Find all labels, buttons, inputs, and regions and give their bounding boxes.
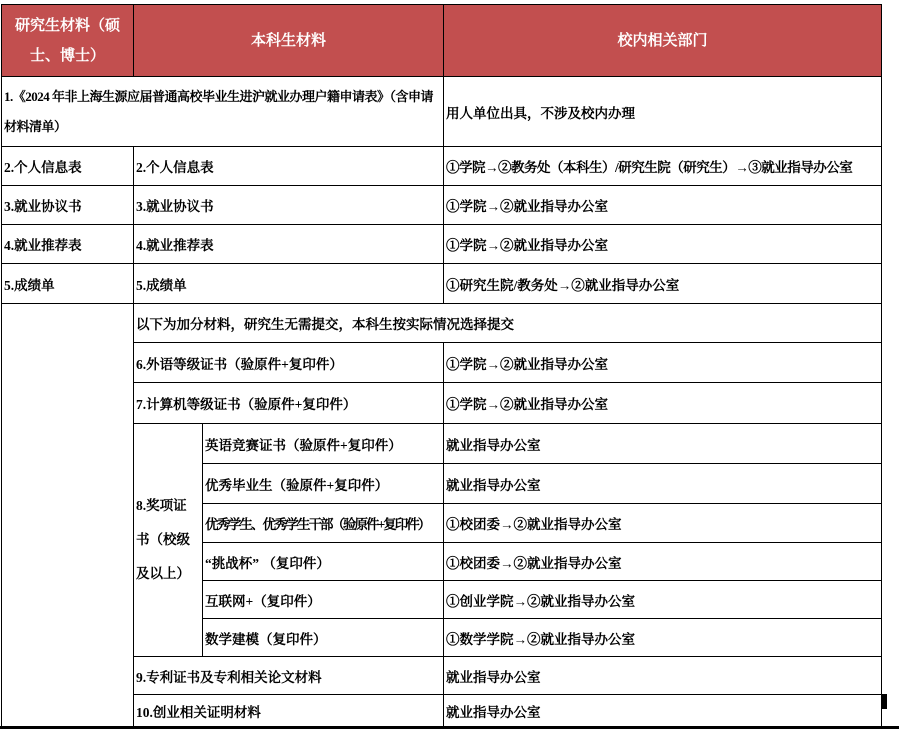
row7-undergrad-material: 7.计算机等级证书（验原件+复印件） <box>134 383 444 424</box>
bonus-note-row <box>2 304 882 343</box>
header-campus-departments: 校内相关部门 <box>444 5 882 77</box>
award-dept: 就业指导办公室 <box>444 424 882 464</box>
award-name: 数学建模（复印件） <box>203 619 444 657</box>
table-row <box>2 264 882 304</box>
table-bottom-border <box>0 726 899 729</box>
award-dept: ①创业学院→②就业指导办公室 <box>444 581 882 619</box>
table-row <box>2 343 882 383</box>
table-row <box>2 77 882 147</box>
materials-table <box>1 4 882 728</box>
row10-undergrad-material: 10.创业相关证明材料 <box>134 695 444 728</box>
row9-dept: 就业指导办公室 <box>444 657 882 695</box>
row4-undergrad-material: 4.就业推荐表 <box>134 225 444 264</box>
row3-grad-material: 3.就业协议书 <box>2 186 134 225</box>
row2-dept: ①学院→②教务处（本科生）/研究生院（研究生）→③就业指导办公室 <box>444 147 882 186</box>
table-row <box>2 147 882 186</box>
row3-undergrad-material: 3.就业协议书 <box>134 186 444 225</box>
awards-category-label: 8.奖项证书（校级及以上） <box>134 424 203 657</box>
header-row <box>2 5 882 77</box>
award-dept: ①校团委→②就业指导办公室 <box>444 504 882 543</box>
award-row <box>2 424 882 464</box>
award-dept: 就业指导办公室 <box>444 464 882 504</box>
award-dept: ①数学学院→②就业指导办公室 <box>444 619 882 657</box>
award-dept: ①校团委→②就业指导办公室 <box>444 543 882 581</box>
table-row <box>2 383 882 424</box>
award-name: 优秀学生、优秀学生干部（验原件+复印件） <box>203 504 444 543</box>
award-name: 英语竞赛证书（验原件+复印件） <box>203 424 444 464</box>
row2-undergrad-material: 2.个人信息表 <box>134 147 444 186</box>
row1-material: 1.《2024 年非上海生源应届普通高校毕业生进沪就业办理户籍申请表》（含申请材料清单） <box>2 77 444 147</box>
row2-grad-material: 2.个人信息表 <box>2 147 134 186</box>
cursor-mark <box>881 694 887 709</box>
award-name: “挑战杯” （复印件） <box>203 543 444 581</box>
header-undergrad-materials: 本科生材料 <box>134 5 444 77</box>
row9-undergrad-material: 9.专利证书及专利相关论文材料 <box>134 657 444 695</box>
table-row <box>2 186 882 225</box>
row3-dept: ①学院→②就业指导办公室 <box>444 186 882 225</box>
row5-undergrad-material: 5.成绩单 <box>134 264 444 304</box>
table-row <box>2 695 882 728</box>
row4-grad-material: 4.就业推荐表 <box>2 225 134 264</box>
row4-dept: ①学院→②就业指导办公室 <box>444 225 882 264</box>
row5-dept: ①研究生院/教务处→②就业指导办公室 <box>444 264 882 304</box>
row7-dept: ①学院→②就业指导办公室 <box>444 383 882 424</box>
bonus-note: 以下为加分材料，研究生无需提交，本科生按实际情况选择提交 <box>134 304 882 343</box>
award-name: 优秀毕业生（验原件+复印件） <box>203 464 444 504</box>
row10-dept: 就业指导办公室 <box>444 695 882 728</box>
row6-dept: ①学院→②就业指导办公室 <box>444 343 882 383</box>
grad-empty-cell <box>2 304 134 728</box>
row1-dept: 用人单位出具，不涉及校内办理 <box>444 77 882 147</box>
row6-undergrad-material: 6.外语等级证书（验原件+复印件） <box>134 343 444 383</box>
table-row <box>2 657 882 695</box>
row5-grad-material: 5.成绩单 <box>2 264 134 304</box>
table-row <box>2 225 882 264</box>
header-grad-materials: 研究生材料（硕士、博士） <box>2 5 134 77</box>
award-name: 互联网+（复印件） <box>203 581 444 619</box>
